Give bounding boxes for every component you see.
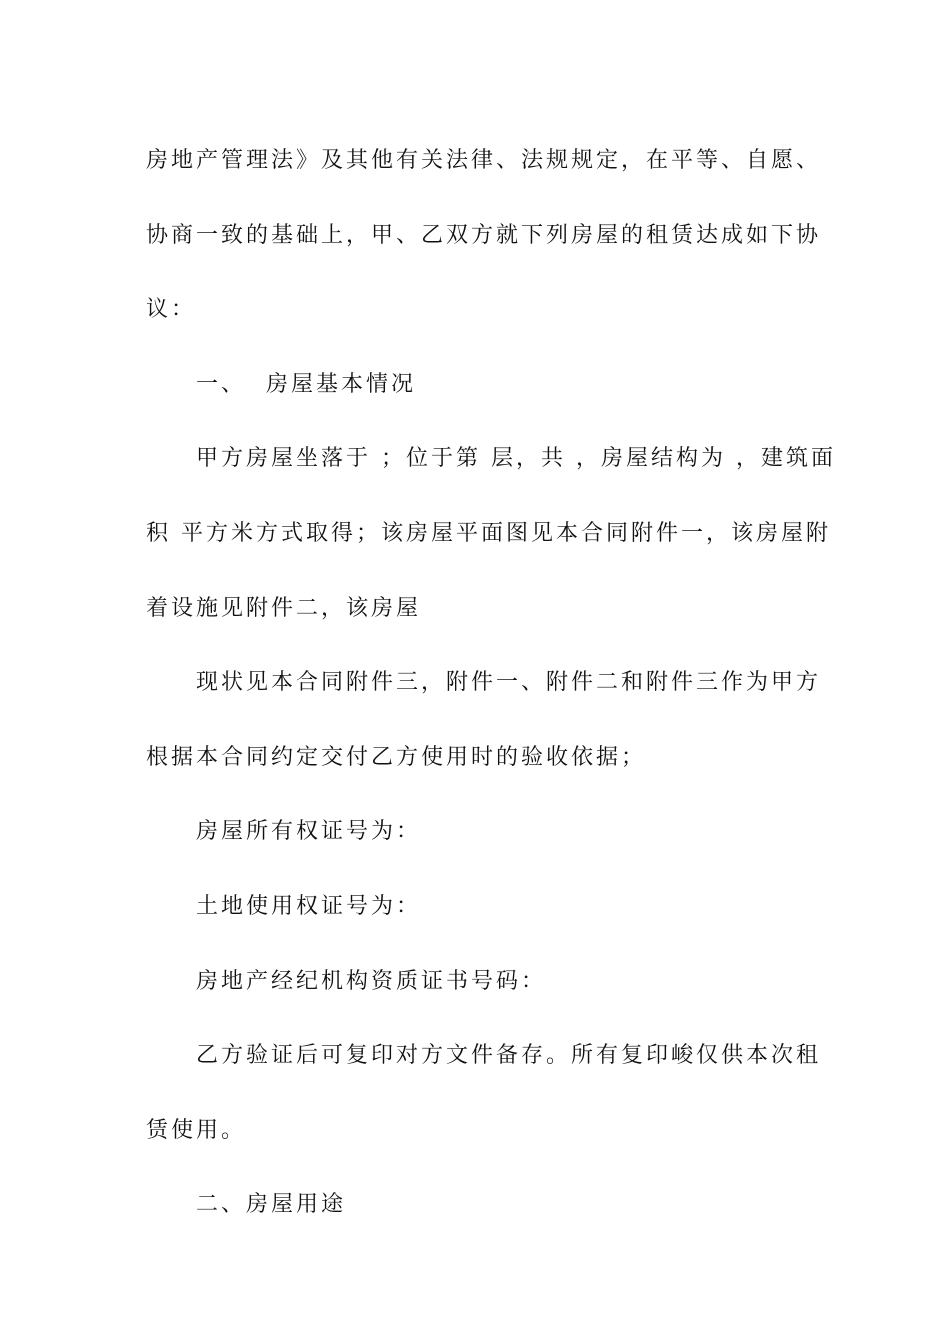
text-line: 甲方房屋坐落于 ；位于第 层，共 ，房屋结构为 ，建筑面 <box>196 446 836 472</box>
text-line: 房地产管理法》及其他有关法律、法规规定，在平等、自愿、 <box>146 148 822 173</box>
text-line: 乙方验证后可复印对方文件备存。所有复印峻仅供本次租 <box>196 1043 822 1069</box>
text-line: 根据本合同约定交付乙方使用时的验收依据； <box>146 744 647 770</box>
text-line: 现状见本合同附件三，附件一、附件二和附件三作为甲方 <box>196 670 822 696</box>
text-line: 着设施见附件二，该房屋 <box>146 595 422 621</box>
text-line: 房屋所有权证号为： <box>196 819 422 845</box>
document-body <box>146 124 836 1243</box>
text-line: 房地产经纪机构资质证书号码： <box>196 968 547 994</box>
text-line: 赁使用。 <box>146 1117 247 1143</box>
text-line: 协商一致的基础上，甲、乙双方就下列房屋的租赁达成如下协 <box>146 222 822 248</box>
text-line: 积 平方米方式取得；该房屋平面图见本合同附件一，该房屋附 <box>146 520 831 546</box>
text-line: 土地使用权证号为： <box>196 893 422 919</box>
text-line: 议： <box>146 297 197 323</box>
section-heading: 一、 房屋基本情况 <box>196 371 416 397</box>
section-heading: 二、房屋用途 <box>196 1192 347 1218</box>
